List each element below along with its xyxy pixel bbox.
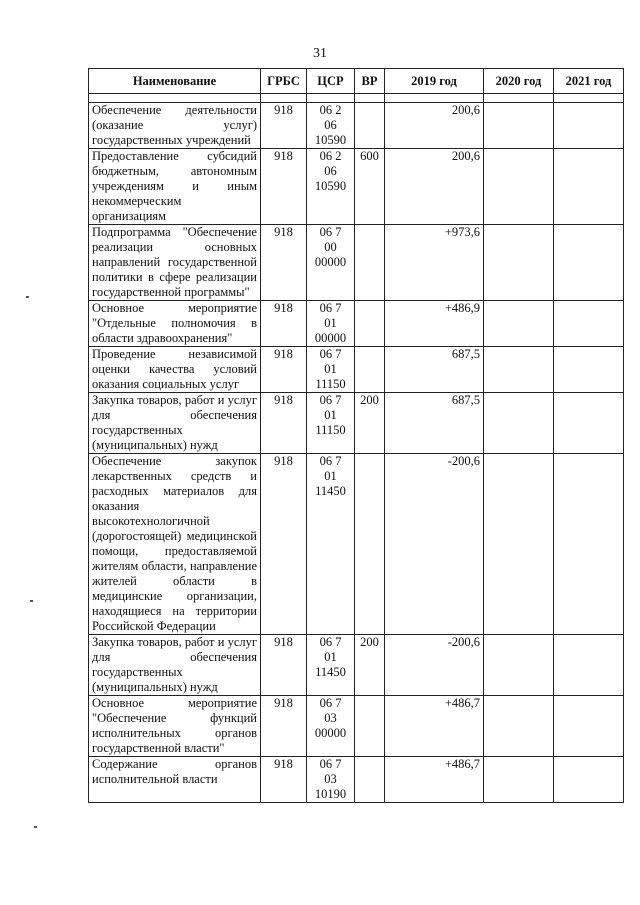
- table-row: [89, 301, 624, 347]
- header-2021: 2021 год: [554, 69, 624, 94]
- cell-2019: -200,6: [385, 635, 484, 696]
- cell-grbs: 918: [261, 757, 307, 803]
- header-2019: 2019 год: [385, 69, 484, 94]
- table-row: [89, 149, 624, 225]
- table-row: [89, 696, 624, 757]
- cell-2021: [554, 454, 624, 635]
- cell-csr: 06 7 01 11150: [307, 347, 355, 393]
- cell-grbs: 918: [261, 635, 307, 696]
- cell-2019: +486,7: [385, 757, 484, 803]
- scan-mark: [34, 826, 37, 828]
- cell-grbs: 918: [261, 347, 307, 393]
- table-header-row: [89, 69, 624, 94]
- cell-grbs: 918: [261, 393, 307, 454]
- cell-csr: 06 7 01 11150: [307, 393, 355, 454]
- cell-name: Закупка товаров, работ и услуг для обеспечения государственных (муниципальных) нужд: [89, 635, 261, 696]
- table-row: [89, 347, 624, 393]
- cell-csr: 06 7 01 11450: [307, 635, 355, 696]
- table-row: [89, 757, 624, 803]
- cell-2021: [554, 225, 624, 301]
- cell-csr: 06 7 03 00000: [307, 696, 355, 757]
- cell-grbs: 918: [261, 301, 307, 347]
- header-vr: ВР: [355, 69, 385, 94]
- cell-2019: 200,6: [385, 103, 484, 149]
- cell-vr: 600: [355, 149, 385, 225]
- header-2020: 2020 год: [484, 69, 554, 94]
- cell-csr: 06 7 01 00000: [307, 301, 355, 347]
- scan-mark: [26, 296, 29, 298]
- cell-grbs: 918: [261, 225, 307, 301]
- table-row: [89, 225, 624, 301]
- cell-name: Основное мероприятие "Отдельные полномочия в области здравоохранения": [89, 301, 261, 347]
- cell-name: Проведение независимой оценки качества условий оказания социальных услуг: [89, 347, 261, 393]
- cell-csr: 06 7 01 11450: [307, 454, 355, 635]
- header-grbs: ГРБС: [261, 69, 307, 94]
- cell-vr: [355, 347, 385, 393]
- cell-2020: [484, 454, 554, 635]
- cell-grbs: 918: [261, 103, 307, 149]
- header-name: Наименование: [89, 69, 261, 94]
- cell-grbs: 918: [261, 696, 307, 757]
- cell-vr: 200: [355, 393, 385, 454]
- cell-vr: [355, 225, 385, 301]
- cell-2021: [554, 103, 624, 149]
- cell-2019: +486,7: [385, 696, 484, 757]
- cell-vr: [355, 757, 385, 803]
- table-row: [89, 454, 624, 635]
- cell-2020: [484, 225, 554, 301]
- cell-grbs: 918: [261, 454, 307, 635]
- cell-name: Основное мероприятие "Обеспечение функций исполнительных органов государственной власти": [89, 696, 261, 757]
- cell-name: Подпрограмма "Обеспечение реализации основных направлений государственной политики в сфере реализации государственной программы": [89, 225, 261, 301]
- scan-mark: [30, 600, 33, 602]
- cell-csr: 06 2 06 10590: [307, 149, 355, 225]
- table-body: [89, 94, 624, 803]
- cell-vr: 200: [355, 635, 385, 696]
- cell-name: Закупка товаров, работ и услуг для обеспечения государственных (муниципальных) нужд: [89, 393, 261, 454]
- cell-2020: [484, 635, 554, 696]
- cell-name: Предоставление субсидий бюджетным, автономным учреждениям и иным некоммерческим организациям: [89, 149, 261, 225]
- cell-grbs: 918: [261, 149, 307, 225]
- cell-name: Обеспечение закупок лекарственных средств и расходных материалов для оказания высокотехнологичной (дорогостоящей) медицинской помощи, предоставляемой жителям области, направление жителей области в медицинские организации, находящиеся на территории Российской Федерации: [89, 454, 261, 635]
- cell-2020: [484, 757, 554, 803]
- cell-name: Обеспечение деятельности (оказание услуг) государственных учреждений: [89, 103, 261, 149]
- cell-name: Содержание органов исполнительной власти: [89, 757, 261, 803]
- cell-2020: [484, 347, 554, 393]
- cell-2021: [554, 301, 624, 347]
- page-number: 31: [313, 46, 327, 61]
- cell-2020: [484, 301, 554, 347]
- cell-2020: [484, 103, 554, 149]
- table-row: [89, 103, 624, 149]
- cell-csr: 06 7 03 10190: [307, 757, 355, 803]
- cell-vr: [355, 301, 385, 347]
- cell-vr: [355, 103, 385, 149]
- cell-csr: 06 7 00 00000: [307, 225, 355, 301]
- header-csr: ЦСР: [307, 69, 355, 94]
- cell-csr: 06 2 06 10590: [307, 103, 355, 149]
- cell-2021: [554, 347, 624, 393]
- cell-2020: [484, 696, 554, 757]
- cell-2019: +486,9: [385, 301, 484, 347]
- cell-2021: [554, 757, 624, 803]
- cell-vr: [355, 454, 385, 635]
- budget-table: [88, 68, 624, 803]
- cell-2021: [554, 393, 624, 454]
- cell-2021: [554, 635, 624, 696]
- cell-2021: [554, 696, 624, 757]
- cell-2019: 687,5: [385, 347, 484, 393]
- cell-2019: 200,6: [385, 149, 484, 225]
- table-row: [89, 393, 624, 454]
- cell-2020: [484, 149, 554, 225]
- cell-2019: 687,5: [385, 393, 484, 454]
- cell-2021: [554, 149, 624, 225]
- cell-2019: -200,6: [385, 454, 484, 635]
- table-row: [89, 635, 624, 696]
- cell-2019: +973,6: [385, 225, 484, 301]
- cell-vr: [355, 696, 385, 757]
- cell-2020: [484, 393, 554, 454]
- spacer-row: [89, 94, 624, 103]
